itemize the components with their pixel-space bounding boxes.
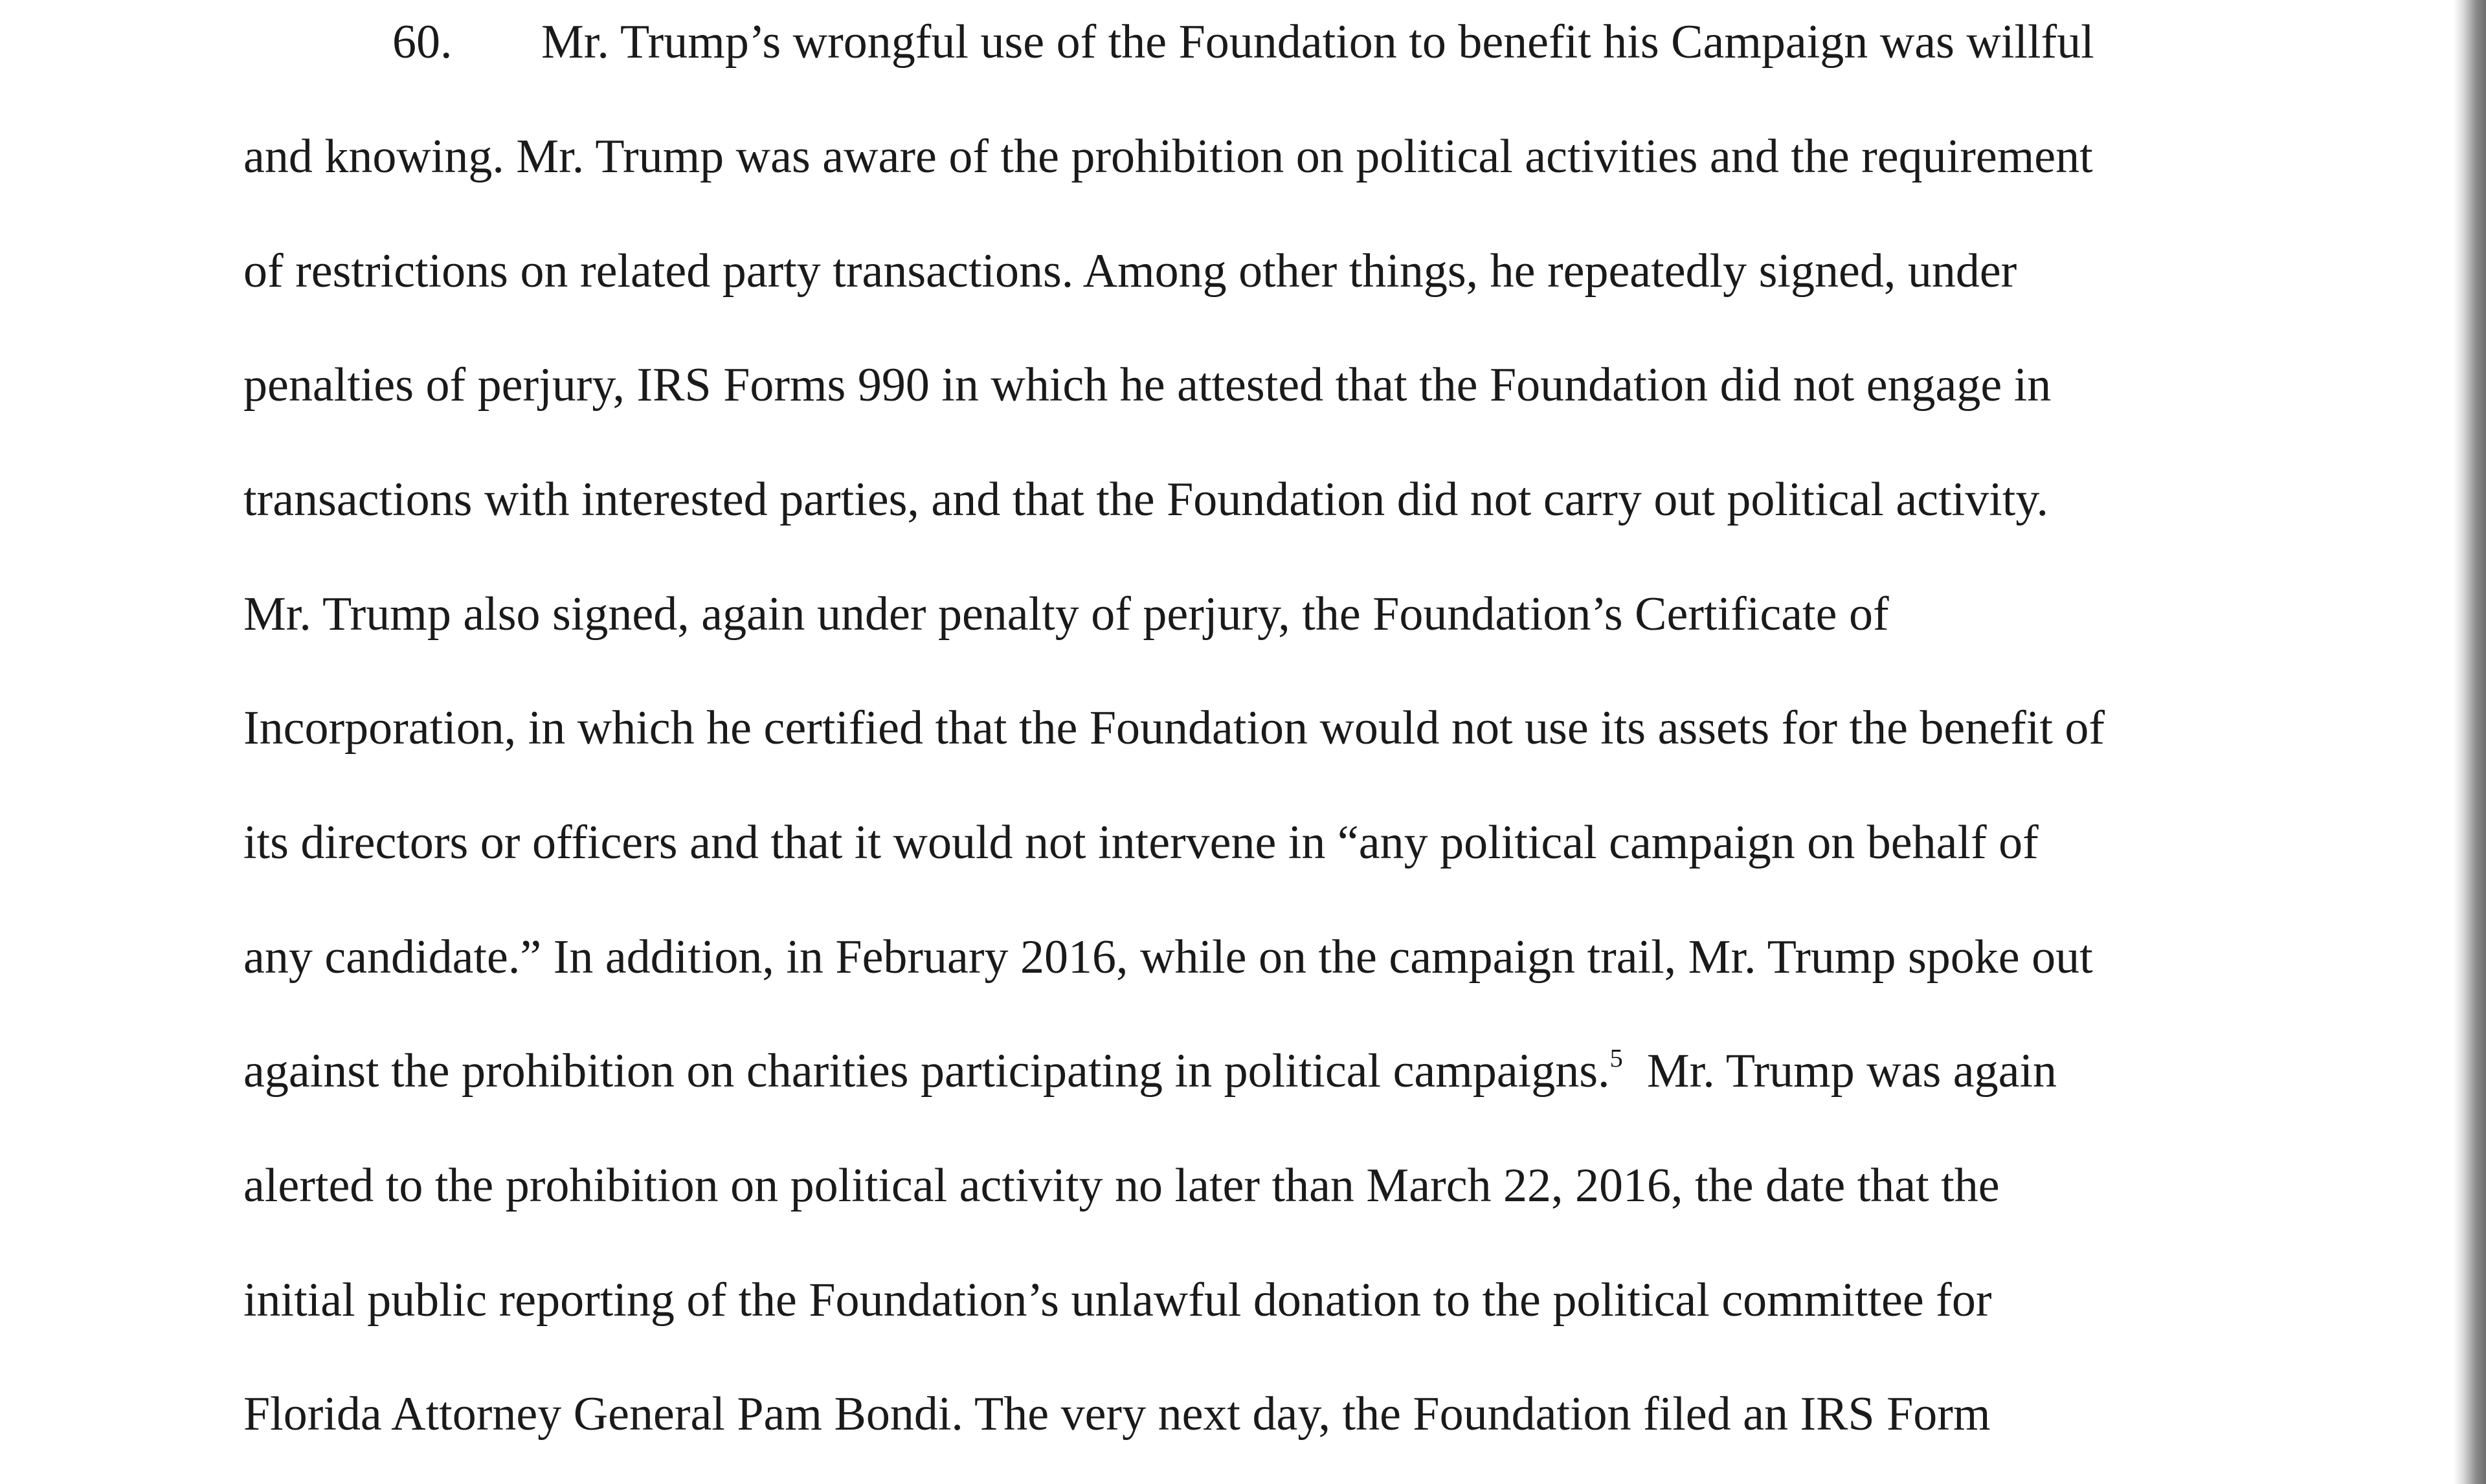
text-line: transactions with interested parties, and that the Foundation did not carry out political activity. — [243, 473, 2049, 526]
paragraph-number: 60. — [392, 16, 453, 69]
text-line: Mr. Trump also signed, again under penalty of perjury, the Foundation’s Certificate of — [243, 588, 1889, 641]
text-line: any candidate.” In addition, in February 2016, while on the campaign trail, Mr. Trump spoke out — [243, 931, 2093, 984]
text-line: Florida Attorney General Pam Bondi. The very next day, the Foundation filed an IRS Form — [243, 1388, 1991, 1441]
text-line: alerted to the prohibition on political activity no later than March 22, 2016, the date that the — [243, 1159, 2000, 1212]
text-line: and knowing. Mr. Trump was aware of the prohibition on political activities and the requirement — [243, 130, 2093, 183]
page-edge-shadow — [2454, 0, 2486, 1484]
text-line: penalties of perjury, IRS Forms 990 in which he attested that the Foundation did not engage in — [243, 359, 2052, 412]
text-segment: against the prohibition on charities participating in political campaigns. — [243, 1045, 1610, 1098]
text-line: initial public reporting of the Foundation’s unlawful donation to the political committee for — [243, 1274, 1992, 1327]
text-line: Incorporation, in which he certified that the Foundation would not use its assets for the benefit of — [243, 702, 2105, 755]
footnote-marker[interactable]: 5 — [1609, 1043, 1623, 1073]
text-line: its directors or officers and that it would not intervene in “any political campaign on behalf of — [243, 816, 2039, 869]
text-line-with-footnote — [243, 1043, 2057, 1098]
text-segment: Mr. Trump was again — [1622, 1045, 2057, 1098]
text-line: Mr. Trump’s wrongful use of the Foundation to benefit his Campaign was willful — [541, 16, 2094, 69]
text-line: of restrictions on related party transactions. Among other things, he repeatedly signed, under — [243, 245, 2017, 298]
